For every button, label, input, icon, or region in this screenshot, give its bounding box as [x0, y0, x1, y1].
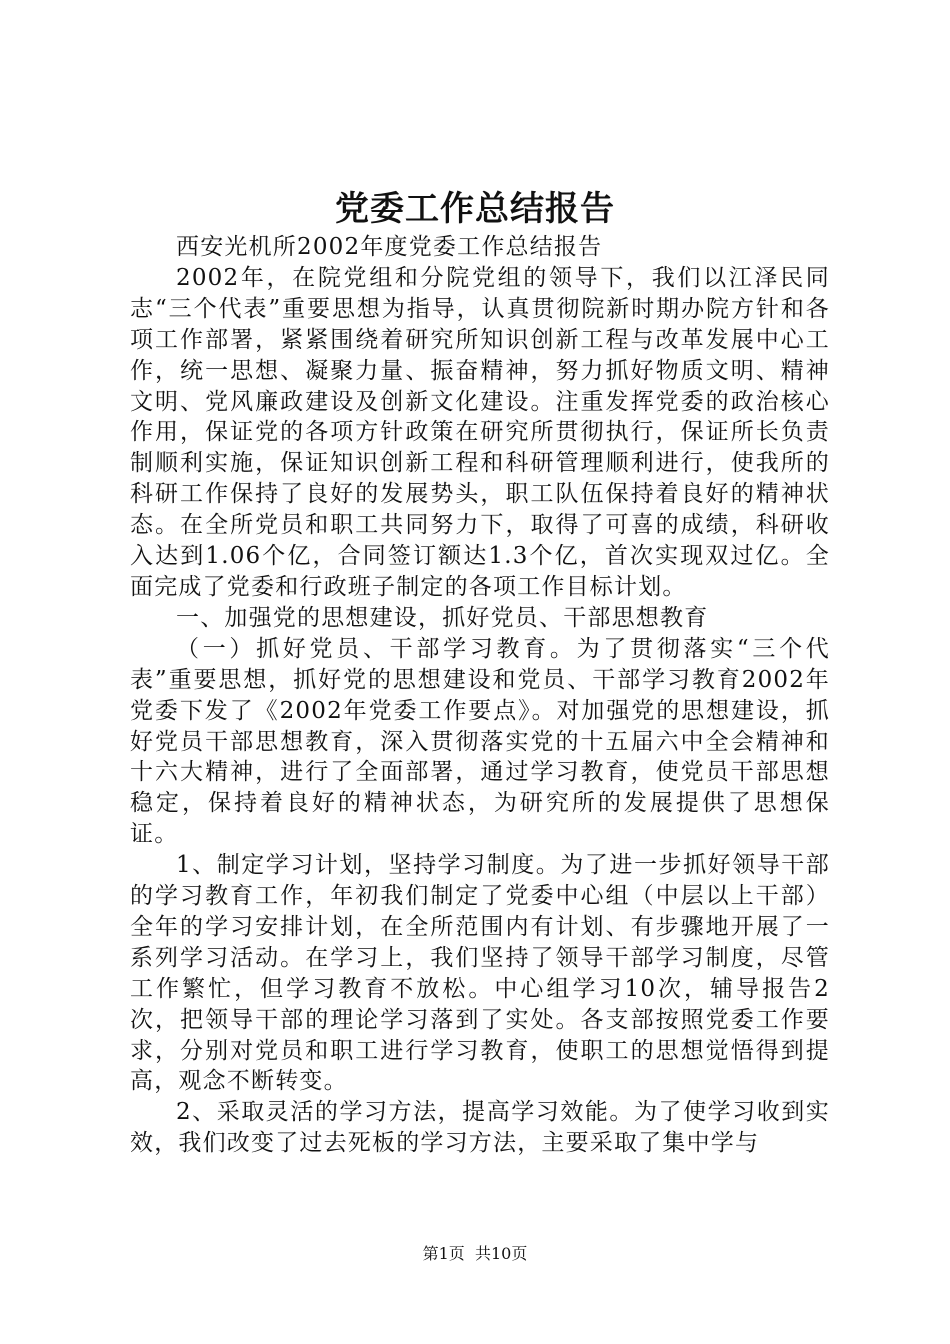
body-paragraph: 1、制定学习计划，坚持学习制度。为了进一步抓好领导干部的学习教育工作，年初我们制定了党委中心组（中层以上干部）全年的学习安排计划，在全所范围内有计划、有步骤地开展了一系列学习活动。在学习上，我们坚持了领导干部学习制度，尽管工作繁忙，但学习教育不放松。中心组学习10次，辅导报告2次，把领导干部的理论学习落到了实处。各支部按照党委工作要求，分别对党员和职工进行学习教育，使职工的思想觉悟得到提高，观念不断转变。	[130, 852, 830, 1095]
document-title: 党委工作总结报告	[335, 189, 615, 229]
document-body	[130, 232, 830, 1159]
body-paragraph: 2002年，在院党组和分院党组的领导下，我们以江泽民同志“三个代表”重要思想为指导，认真贯彻院新时期办院方针和各项工作部署，紧紧围绕着研究所知识创新工程与改革发展中心工作，统一思想、凝聚力量、振奋精神，努力抓好物质文明、精神文明、党风廉政建设及创新文化建设。注重发挥党委的政治核心作用，保证党的各项方针政策在研究所贯彻执行，保证所长负责制顺利实施，保证知识创新工程和科研管理顺利进行，使我所的科研工作保持了良好的发展势头，职工队伍保持着良好的精神状态。在全所党员和职工共同努力下，取得了可喜的成绩，科研收入达到1.06个亿，合同签订额达1.3个亿，首次实现双过亿。全面完成了党委和行政班子制定的各项工作目标计划。	[130, 264, 830, 600]
page-footer	[0, 1244, 950, 1264]
body-paragraph: （一）抓好党员、干部学习教育。为了贯彻落实“三个代表”重要思想，抓好党的思想建设和党员、干部学习教育2002年党委下发了《2002年党委工作要点》。对加强党的思想建设，抓好党员干部思想教育，深入贯彻落实党的十五届六中全会精神和十六大精神，进行了全面部署，通过学习教育，使党员干部思想稳定，保持着良好的精神状态，为研究所的发展提供了思想保证。	[130, 635, 830, 848]
body-paragraph: 2、采取灵活的学习方法，提高学习效能。为了使学习收到实效，我们改变了过去死板的学习方法，主要采取了集中学与	[130, 1099, 830, 1157]
page-total: 共10页	[474, 1244, 528, 1263]
page-number: 第1页	[422, 1244, 465, 1263]
section-heading: 一、加强党的思想建设，抓好党员、干部思想教育	[176, 604, 709, 631]
subtitle-paragraph: 西安光机所2002年度党委工作总结报告	[176, 234, 603, 260]
